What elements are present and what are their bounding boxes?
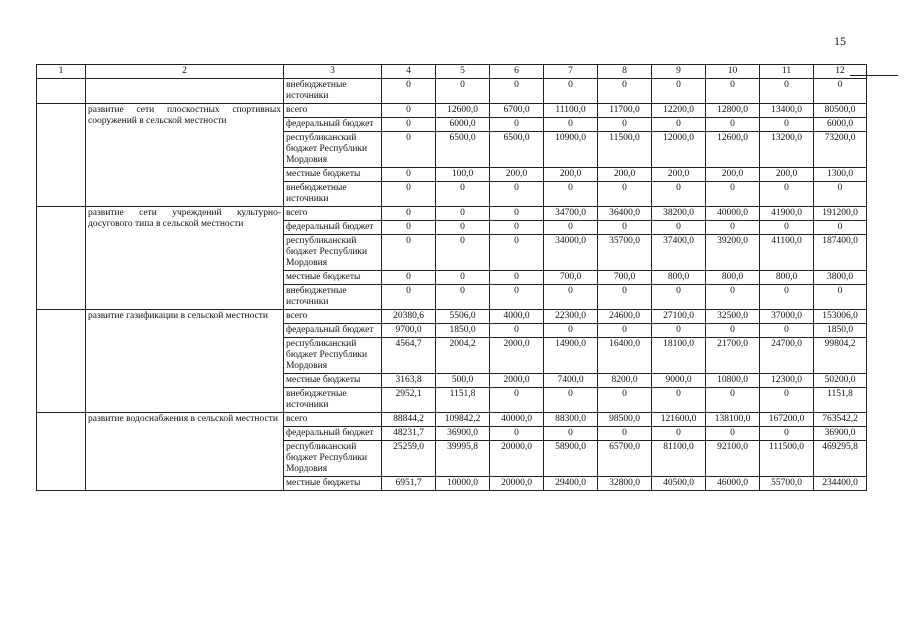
value-cell: 36900,0 (436, 427, 490, 441)
funding-source-cell: местные бюджеты (284, 271, 382, 285)
value-cell: 200,0 (652, 168, 706, 182)
value-cell: 0 (436, 207, 490, 221)
value-cell: 800,0 (706, 271, 760, 285)
value-cell: 0 (652, 182, 706, 207)
funding-source-cell: внебюджетные источники (284, 285, 382, 310)
value-cell: 0 (436, 271, 490, 285)
value-cell: 22300,0 (544, 310, 598, 324)
value-cell: 35700,0 (598, 235, 652, 271)
value-cell: 39995,8 (436, 441, 490, 477)
value-cell: 0 (382, 182, 436, 207)
value-cell: 9700,0 (382, 324, 436, 338)
value-cell: 7400,0 (544, 374, 598, 388)
value-cell: 0 (544, 427, 598, 441)
value-cell: 58900,0 (544, 441, 598, 477)
value-cell: 41900,0 (760, 207, 814, 221)
value-cell: 200,0 (490, 168, 544, 182)
column-number: 5 (436, 65, 490, 79)
value-cell: 0 (382, 285, 436, 310)
value-cell: 80500,0 (814, 104, 867, 118)
value-cell: 20380,6 (382, 310, 436, 324)
value-cell: 0 (382, 271, 436, 285)
column-number: 1 (37, 65, 86, 79)
value-cell: 46000,0 (706, 477, 760, 491)
value-cell: 0 (382, 221, 436, 235)
column-number: 12 (814, 65, 867, 79)
value-cell: 0 (598, 388, 652, 413)
value-cell: 36400,0 (598, 207, 652, 221)
value-cell: 191200,0 (814, 207, 867, 221)
funding-source-cell: всего (284, 104, 382, 118)
funding-source-cell: республиканский бюджет Республики Мордовия (284, 132, 382, 168)
value-cell: 0 (382, 235, 436, 271)
funding-source-cell: местные бюджеты (284, 168, 382, 182)
value-cell: 0 (490, 207, 544, 221)
value-cell: 12800,0 (706, 104, 760, 118)
value-cell: 0 (544, 182, 598, 207)
value-cell: 0 (382, 132, 436, 168)
value-cell: 13200,0 (760, 132, 814, 168)
funding-source-cell: республиканский бюджет Республики Мордовия (284, 441, 382, 477)
value-cell: 0 (490, 324, 544, 338)
value-cell: 36900,0 (814, 427, 867, 441)
value-cell: 88300,0 (544, 413, 598, 427)
value-cell: 13400,0 (760, 104, 814, 118)
value-cell: 0 (544, 285, 598, 310)
value-cell: 18100,0 (652, 338, 706, 374)
value-cell: 167200,0 (760, 413, 814, 427)
value-cell: 0 (382, 118, 436, 132)
value-cell: 32500,0 (706, 310, 760, 324)
value-cell: 0 (598, 221, 652, 235)
index-cell (37, 104, 86, 207)
index-cell (37, 310, 86, 413)
value-cell: 0 (814, 79, 867, 104)
value-cell: 10900,0 (544, 132, 598, 168)
table-row (37, 413, 867, 427)
value-cell: 111500,0 (760, 441, 814, 477)
value-cell: 25259,0 (382, 441, 436, 477)
value-cell: 0 (490, 118, 544, 132)
value-cell: 1850,0 (436, 324, 490, 338)
index-cell (37, 413, 86, 491)
value-cell: 1850,0 (814, 324, 867, 338)
value-cell: 2004,2 (436, 338, 490, 374)
column-number: 4 (382, 65, 436, 79)
value-cell: 16400,0 (598, 338, 652, 374)
value-cell: 0 (706, 182, 760, 207)
value-cell: 38200,0 (652, 207, 706, 221)
value-cell: 88844,2 (382, 413, 436, 427)
value-cell: 0 (652, 285, 706, 310)
value-cell: 11100,0 (544, 104, 598, 118)
direction-cell: развитие сети плоскостных спортивных сооружений в сельской местности (86, 104, 284, 207)
value-cell: 0 (490, 427, 544, 441)
value-cell: 24700,0 (760, 338, 814, 374)
value-cell: 0 (490, 79, 544, 104)
value-cell: 0 (490, 221, 544, 235)
direction-cell (86, 79, 284, 104)
value-cell: 0 (760, 182, 814, 207)
value-cell: 0 (760, 285, 814, 310)
value-cell: 0 (652, 221, 706, 235)
funding-source-cell: местные бюджеты (284, 374, 382, 388)
value-cell: 8200,0 (598, 374, 652, 388)
value-cell: 73200,0 (814, 132, 867, 168)
value-cell: 0 (382, 104, 436, 118)
value-cell: 0 (706, 388, 760, 413)
value-cell: 0 (598, 285, 652, 310)
value-cell: 0 (544, 388, 598, 413)
value-cell: 0 (382, 207, 436, 221)
table-row (37, 79, 867, 104)
value-cell: 6951,7 (382, 477, 436, 491)
value-cell: 65700,0 (598, 441, 652, 477)
value-cell: 12000,0 (652, 132, 706, 168)
value-cell: 0 (814, 285, 867, 310)
value-cell: 20000,0 (490, 441, 544, 477)
value-cell: 0 (436, 235, 490, 271)
value-cell: 109842,2 (436, 413, 490, 427)
value-cell: 0 (706, 427, 760, 441)
column-number: 8 (598, 65, 652, 79)
funding-source-cell: внебюджетные источники (284, 182, 382, 207)
table-row (37, 207, 867, 221)
value-cell: 6000,0 (814, 118, 867, 132)
value-cell: 5506,0 (436, 310, 490, 324)
value-cell: 11700,0 (598, 104, 652, 118)
value-cell: 0 (598, 118, 652, 132)
value-cell: 10000,0 (436, 477, 490, 491)
value-cell: 6000,0 (436, 118, 490, 132)
value-cell: 200,0 (706, 168, 760, 182)
funding-source-cell: всего (284, 207, 382, 221)
column-number: 7 (544, 65, 598, 79)
value-cell: 6500,0 (436, 132, 490, 168)
value-cell: 0 (490, 271, 544, 285)
value-cell: 800,0 (760, 271, 814, 285)
value-cell: 2000,0 (490, 338, 544, 374)
value-cell: 4564,7 (382, 338, 436, 374)
value-cell: 48231,7 (382, 427, 436, 441)
value-cell: 800,0 (652, 271, 706, 285)
value-cell: 11500,0 (598, 132, 652, 168)
value-cell: 20000,0 (490, 477, 544, 491)
value-cell: 24600,0 (598, 310, 652, 324)
page-number: 15 (834, 34, 846, 48)
value-cell: 0 (436, 182, 490, 207)
value-cell: 0 (652, 427, 706, 441)
column-number: 2 (86, 65, 284, 79)
value-cell: 121600,0 (652, 413, 706, 427)
funding-source-cell: всего (284, 413, 382, 427)
column-number: 3 (284, 65, 382, 79)
value-cell: 0 (760, 221, 814, 235)
value-cell: 0 (598, 427, 652, 441)
value-cell: 37400,0 (652, 235, 706, 271)
funding-source-cell: федеральный бюджет (284, 118, 382, 132)
value-cell: 0 (760, 79, 814, 104)
column-number: 10 (706, 65, 760, 79)
value-cell: 0 (652, 388, 706, 413)
value-cell: 0 (544, 118, 598, 132)
value-cell: 0 (382, 168, 436, 182)
funding-source-cell: республиканский бюджет Республики Мордовия (284, 338, 382, 374)
value-cell: 6700,0 (490, 104, 544, 118)
value-cell: 0 (490, 388, 544, 413)
funding-source-cell: местные бюджеты (284, 477, 382, 491)
value-cell: 12200,0 (652, 104, 706, 118)
value-cell: 0 (760, 427, 814, 441)
value-cell: 0 (652, 118, 706, 132)
value-cell: 0 (598, 324, 652, 338)
value-cell: 9000,0 (652, 374, 706, 388)
value-cell: 0 (706, 324, 760, 338)
value-cell: 0 (706, 118, 760, 132)
value-cell: 92100,0 (706, 441, 760, 477)
value-cell: 0 (814, 182, 867, 207)
index-cell (37, 79, 86, 104)
value-cell: 234400,0 (814, 477, 867, 491)
value-cell: 0 (490, 182, 544, 207)
direction-cell: развитие газификации в сельской местности (86, 310, 284, 413)
value-cell: 12300,0 (760, 374, 814, 388)
value-cell: 6500,0 (490, 132, 544, 168)
value-cell: 0 (382, 79, 436, 104)
value-cell: 138100,0 (706, 413, 760, 427)
value-cell: 200,0 (544, 168, 598, 182)
value-cell: 81100,0 (652, 441, 706, 477)
funding-source-cell: республиканский бюджет Республики Мордовия (284, 235, 382, 271)
value-cell: 0 (706, 79, 760, 104)
value-cell: 500,0 (436, 374, 490, 388)
funding-source-cell: федеральный бюджет (284, 324, 382, 338)
value-cell: 200,0 (598, 168, 652, 182)
value-cell: 0 (760, 324, 814, 338)
index-cell (37, 207, 86, 310)
funding-source-cell: внебюджетные источники (284, 388, 382, 413)
value-cell: 0 (544, 324, 598, 338)
value-cell: 0 (544, 79, 598, 104)
table-row (37, 104, 867, 118)
value-cell: 469295,8 (814, 441, 867, 477)
value-cell: 12600,0 (436, 104, 490, 118)
value-cell: 0 (652, 79, 706, 104)
value-cell: 32800,0 (598, 477, 652, 491)
budget-table (36, 64, 867, 491)
value-cell: 0 (814, 221, 867, 235)
value-cell: 187400,0 (814, 235, 867, 271)
value-cell: 1300,0 (814, 168, 867, 182)
value-cell: 0 (490, 285, 544, 310)
funding-source-cell: внебюджетные источники (284, 79, 382, 104)
value-cell: 50200,0 (814, 374, 867, 388)
funding-source-cell: всего (284, 310, 382, 324)
value-cell: 29400,0 (544, 477, 598, 491)
value-cell: 99804,2 (814, 338, 867, 374)
value-cell: 700,0 (598, 271, 652, 285)
value-cell: 2000,0 (490, 374, 544, 388)
value-cell: 37000,0 (760, 310, 814, 324)
value-cell: 34700,0 (544, 207, 598, 221)
value-cell: 14900,0 (544, 338, 598, 374)
column-number: 11 (760, 65, 814, 79)
value-cell: 34000,0 (544, 235, 598, 271)
value-cell: 3800,0 (814, 271, 867, 285)
value-cell: 12600,0 (706, 132, 760, 168)
value-cell: 100,0 (436, 168, 490, 182)
value-cell: 700,0 (544, 271, 598, 285)
value-cell: 4000,0 (490, 310, 544, 324)
direction-cell: развитие сети учреждений культурно-досугового типа в сельской местности (86, 207, 284, 310)
funding-source-cell: федеральный бюджет (284, 221, 382, 235)
value-cell: 0 (544, 221, 598, 235)
value-cell: 1151,8 (814, 388, 867, 413)
value-cell: 0 (706, 221, 760, 235)
column-number: 9 (652, 65, 706, 79)
value-cell: 41100,0 (760, 235, 814, 271)
value-cell: 0 (706, 285, 760, 310)
funding-source-cell: федеральный бюджет (284, 427, 382, 441)
value-cell: 3163,8 (382, 374, 436, 388)
column-number: 6 (490, 65, 544, 79)
value-cell: 0 (760, 388, 814, 413)
value-cell: 2952,1 (382, 388, 436, 413)
value-cell: 0 (436, 285, 490, 310)
value-cell: 27100,0 (652, 310, 706, 324)
direction-cell: развитие водоснабжения в сельской местности (86, 413, 284, 491)
value-cell: 1151,8 (436, 388, 490, 413)
value-cell: 200,0 (760, 168, 814, 182)
value-cell: 153006,0 (814, 310, 867, 324)
value-cell: 21700,0 (706, 338, 760, 374)
value-cell: 0 (490, 235, 544, 271)
value-cell: 0 (598, 79, 652, 104)
value-cell: 0 (760, 118, 814, 132)
value-cell: 0 (436, 79, 490, 104)
value-cell: 39200,0 (706, 235, 760, 271)
value-cell: 40000,0 (706, 207, 760, 221)
value-cell: 0 (598, 182, 652, 207)
column-number-row (37, 65, 867, 79)
table-body (37, 65, 867, 491)
value-cell: 763542,2 (814, 413, 867, 427)
table-row (37, 310, 867, 324)
value-cell: 98500,0 (598, 413, 652, 427)
value-cell: 0 (652, 324, 706, 338)
value-cell: 0 (436, 221, 490, 235)
value-cell: 40000,0 (490, 413, 544, 427)
value-cell: 10800,0 (706, 374, 760, 388)
value-cell: 55700,0 (760, 477, 814, 491)
value-cell: 40500,0 (652, 477, 706, 491)
